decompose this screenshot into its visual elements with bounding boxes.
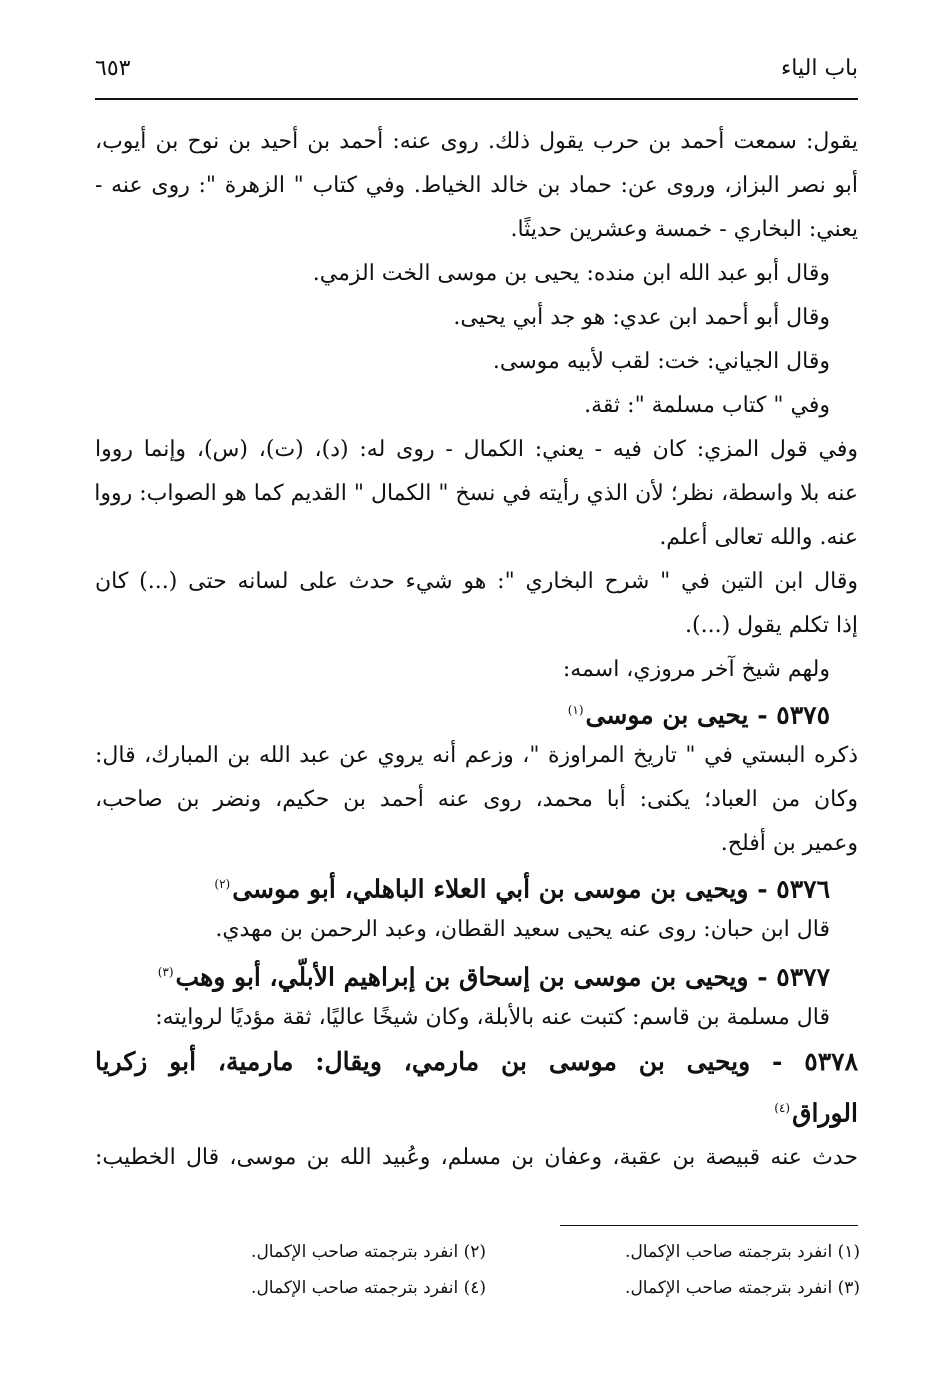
- chapter-title: باب الياء: [780, 56, 858, 81]
- footnote-1: (١) انفرد بترجمته صاحب الإكمال.: [625, 1242, 860, 1262]
- text-line: عنه. والله تعالى أعلم.: [659, 525, 858, 550]
- footnote-ref: (٣): [157, 965, 174, 979]
- entry-heading-5378-cont: [95, 1092, 858, 1129]
- entry-heading-text: ٥٣٧٦ - ويحيى بن موسى بن أبي العلاء الباهلي، أبو موسى: [232, 874, 830, 904]
- text-line: إذا تكلم يقول (...).: [685, 613, 858, 638]
- text-line: قال ابن حبان: روى عنه يحيى سعيد القطان، وعبد الرحمن بن مهدي.: [215, 917, 830, 942]
- footnote-2: (٢) انفرد بترجمته صاحب الإكمال.: [251, 1242, 486, 1262]
- text-line: ولهم شيخ آخر مروزي، اسمه:: [562, 657, 830, 682]
- entry-heading-text: الوراق: [792, 1098, 858, 1128]
- page-header: [95, 56, 858, 96]
- page-number: ٦٥٣: [95, 56, 131, 81]
- text-line: وقال ابن التين في " شرح البخاري ": هو شيء حدث على لسانه حتى (...) كان: [95, 569, 858, 594]
- text-line: يقول: سمعت أحمد بن حرب يقول ذلك. روى عنه: أحمد بن أحيد بن نوح بن أيوب،: [95, 129, 858, 154]
- entry-heading-5378: ٥٣٧٨ - ويحيى بن موسى بن مارمي، ويقال: مارمية، أبو زكريا: [95, 1047, 858, 1076]
- text-line: حدث عنه قبيصة بن عقبة، وعفان بن مسلم، وعُبيد الله بن موسى، قال الخطيب:: [95, 1145, 858, 1170]
- text-line: ذكره البستي في " تاريخ المراوزة "، وزعم أنه يروي عن عبد الله بن المبارك، قال:: [95, 743, 858, 768]
- entry-heading-text: ٥٣٧٥ - يحيى بن موسى: [585, 700, 830, 730]
- text-line: وفي " كتاب مسلمة ": ثقة.: [584, 393, 830, 418]
- text-line: وقال الجياني: خت: لقب لأبيه موسى.: [492, 349, 830, 374]
- header-rule: [95, 98, 858, 100]
- entry-heading-5377: [95, 956, 830, 993]
- text-line: وعمير بن أفلح.: [720, 831, 858, 856]
- text-line: وكان من العباد؛ يكنى: أبا محمد، روى عنه أحمد بن حكيم، ونضر بن صاحب،: [95, 787, 858, 812]
- text-line: وقال أبو أحمد ابن عدي: هو جد أبي يحيى.: [453, 305, 830, 330]
- footnote-3: (٣) انفرد بترجمته صاحب الإكمال.: [625, 1278, 860, 1298]
- footnote-ref: (١): [567, 703, 584, 717]
- text-line: وفي قول المزي: كان فيه - يعني: الكمال - روى له: (د)، (ت)، (س)، وإنما رووا: [95, 437, 858, 462]
- entry-heading-5376: [95, 868, 830, 905]
- footnote-ref: (٢): [214, 877, 231, 891]
- text-line: عنه بلا واسطة، نظر؛ لأن الذي رأيته في نسخ " الكمال " القديم كما هو الصواب: رووا: [94, 481, 858, 506]
- text-line: يعني: البخاري - خمسة وعشرين حديثًا.: [510, 217, 858, 242]
- footnote-rule: [560, 1225, 858, 1226]
- footnote-ref: (٤): [774, 1101, 791, 1115]
- footnote-4: (٤) انفرد بترجمته صاحب الإكمال.: [251, 1278, 486, 1298]
- entry-heading-5375: [95, 694, 830, 731]
- text-line: وقال أبو عبد الله ابن منده: يحيى بن موسى الخت الزمي.: [312, 261, 830, 286]
- text-line: قال مسلمة بن قاسم: كتبت عنه بالأبلة، وكان شيخًا عاليًا، ثقة مؤديًا لروايته:: [155, 1005, 830, 1030]
- text-line: أبو نصر البزاز، وروى عن: حماد بن خالد الخياط. وفي كتاب " الزهرة ": روى عنه -: [95, 173, 858, 198]
- entry-heading-text: ٥٣٧٧ - ويحيى بن موسى بن إسحاق بن إبراهيم الأبلّي، أبو وهب: [175, 962, 830, 992]
